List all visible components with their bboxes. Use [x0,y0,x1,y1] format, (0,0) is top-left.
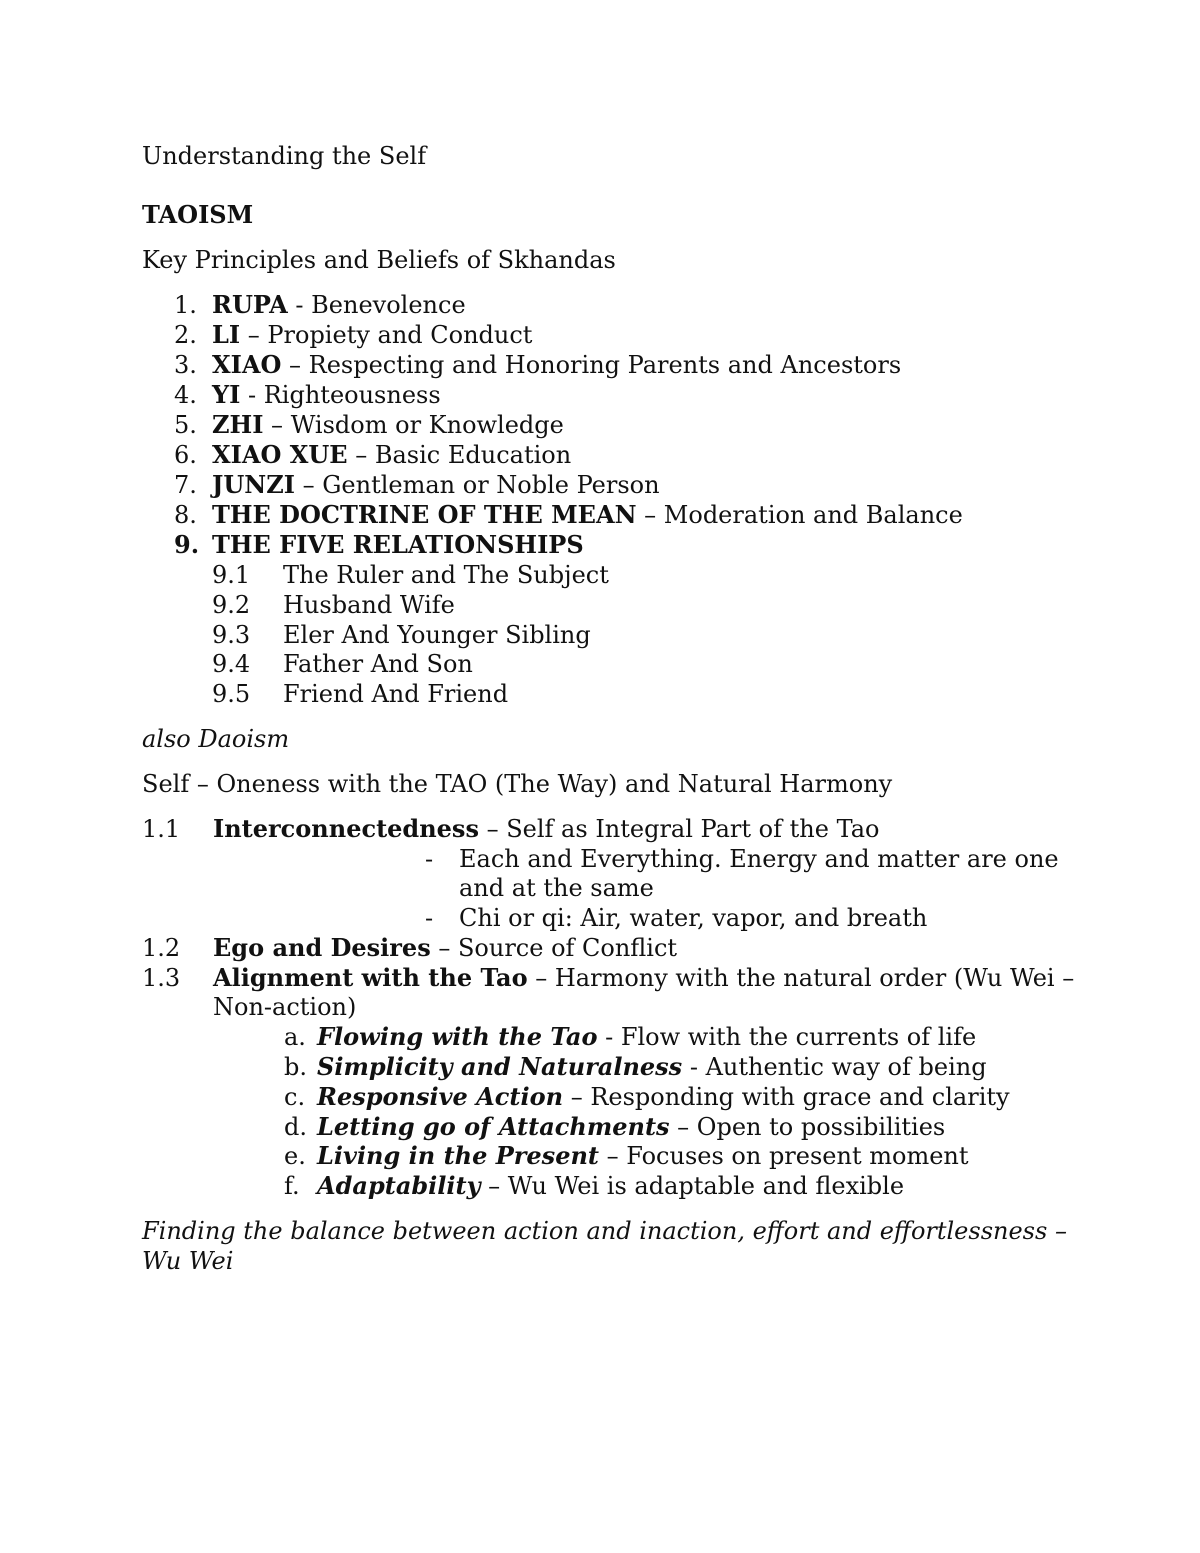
list-item-content [317,1082,1010,1112]
principle-term: YI [212,380,241,409]
separator: – [263,411,291,439]
principle-desc: Gentleman or Noble Person [322,471,660,499]
list-item-content [212,350,901,380]
item-term: Flowing with the Tao [317,1022,598,1051]
self-definition: Self – Oneness with the TAO (The Way) and Natural Harmony [142,770,893,798]
list-item-content [212,380,441,410]
principle-term: JUNZI [212,470,295,499]
list-item [284,1082,1010,1112]
principle-desc: Propiety and Conduct [267,321,533,349]
relationship-text: Friend And Friend [283,680,509,708]
list-item-content [212,410,564,440]
list-item [174,530,584,560]
section-1-1 [142,814,880,844]
list-item [174,410,564,440]
list-number: 9.2 [212,591,251,619]
principle-desc: Respecting and Honoring Parents and Ancestors [308,351,902,379]
list-letter: f. [284,1172,300,1200]
list-item [212,649,473,679]
list-item-content [317,1052,987,1082]
item-desc: – Open to possibilities [669,1113,946,1141]
bullet-dash: - [425,845,434,873]
item-term: Living in the Present [317,1141,599,1170]
list-item [212,620,591,650]
list-item-content [317,1022,976,1052]
list-item [174,440,572,470]
closing-line: Finding the balance between action and inaction, effort and effortlessness – [142,1217,1067,1245]
list-number: 8. [174,501,197,529]
item-term: Simplicity and Naturalness [317,1052,683,1081]
subheading: Key Principles and Beliefs of Skhandas [142,246,616,274]
item-desc: – Wu Wei is adaptable and flexible [480,1172,905,1200]
bullet-text: Chi or qi: Air, water, vapor, and breath [459,904,928,932]
list-item-content [212,320,532,350]
relationship-text: Eler And Younger Sibling [283,621,591,649]
closing-line-continued: Wu Wei [142,1247,234,1275]
item-term: Responsive Action [317,1082,564,1111]
principle-term: XIAO XUE [212,440,348,469]
separator: - [240,381,264,409]
list-item-content [317,1141,969,1171]
list-number: 1. [174,291,197,319]
relationship-text: Husband Wife [283,591,455,619]
principle-desc: Wisdom or Knowledge [290,411,564,439]
principle-term: XIAO [212,350,282,379]
separator: – [347,441,375,469]
list-number: 7. [174,471,197,499]
list-item [284,1171,905,1201]
list-item [284,1112,946,1142]
separator: – [240,321,268,349]
list-item-content [212,530,584,560]
section-1-3 [142,963,1075,993]
principle-desc: Moderation and Balance [663,501,963,529]
section-content [213,814,879,844]
section-desc: – Source of Conflict [430,934,678,962]
item-term: Letting go of Attachments [317,1112,670,1141]
list-number: 9.1 [212,561,251,589]
list-number: 9.5 [212,680,251,708]
list-letter: d. [284,1113,307,1141]
item-desc: - Authentic way of being [682,1053,987,1081]
section-number: 1.2 [142,934,181,962]
item-desc: – Responding with grace and clarity [563,1083,1010,1111]
principle-term: ZHI [212,410,264,439]
item-desc: – Focuses on present moment [599,1142,969,1170]
relationship-text: Father And Son [283,650,473,678]
section-content [213,963,1074,993]
principle-term: LI [212,320,241,349]
list-item [212,560,609,590]
list-item [174,290,466,320]
list-item [174,350,902,380]
principle-desc: Basic Education [374,441,572,469]
list-number: 6. [174,441,197,469]
list-number: 3. [174,351,197,379]
principle-desc: Righteousness [263,381,441,409]
section-term: Alignment with the Tao [213,963,528,992]
list-letter: a. [284,1023,306,1051]
section-number: 1.3 [142,964,181,992]
section-number: 1.1 [142,815,181,843]
list-item [174,470,660,500]
list-item [212,590,455,620]
also-daoism-note: also Daoism [142,725,290,753]
list-item [212,679,509,709]
separator: - [287,291,312,319]
item-term: Adaptability [317,1171,481,1200]
list-number: 5. [174,411,197,439]
list-number: 2. [174,321,197,349]
principle-term: THE DOCTRINE OF THE MEAN [212,500,637,529]
separator: – [294,471,323,499]
section-term: Ego and Desires [213,933,431,962]
section-desc: – Self as Integral Part of the Tao [478,815,880,843]
separator: – [281,351,309,379]
bullet-dash: - [425,904,434,932]
list-item-content [212,440,571,470]
section-1-3-continued: Non-action) [213,993,357,1021]
list-item [284,1022,977,1052]
relationship-text: The Ruler and The Subject [283,561,609,589]
list-number: 4. [174,381,197,409]
list-letter: c. [284,1083,306,1111]
list-letter: b. [284,1053,307,1081]
list-item [284,1141,969,1171]
section-heading-taoism: TAOISM [142,200,254,229]
section-term: Interconnectedness [213,814,479,843]
section-1-2 [142,933,678,963]
list-item-content [212,470,660,500]
list-number: 9.3 [212,621,251,649]
section-desc: – Harmony with the natural order (Wu Wei – [527,964,1075,992]
list-item-content [317,1112,945,1142]
principle-desc: Benevolence [311,291,466,319]
separator: – [636,501,664,529]
item-desc: - Flow with the currents of life [597,1023,977,1051]
principle-term: RUPA [212,290,288,319]
list-item [174,500,963,530]
list-letter: e. [284,1142,306,1170]
list-item [174,380,441,410]
list-item [284,1052,987,1082]
section-content [213,933,677,963]
list-number: 9. [174,530,200,559]
list-item [174,320,533,350]
bullet-text-continued: and at the same [459,874,654,902]
list-item-content [212,500,963,530]
list-item-content [212,290,466,320]
list-item-content [317,1171,904,1201]
principle-term: THE FIVE RELATIONSHIPS [212,530,584,559]
bullet-text: Each and Everything. Energy and matter are one [459,845,1059,873]
list-number: 9.4 [212,650,251,678]
document-title: Understanding the Self [142,142,427,170]
